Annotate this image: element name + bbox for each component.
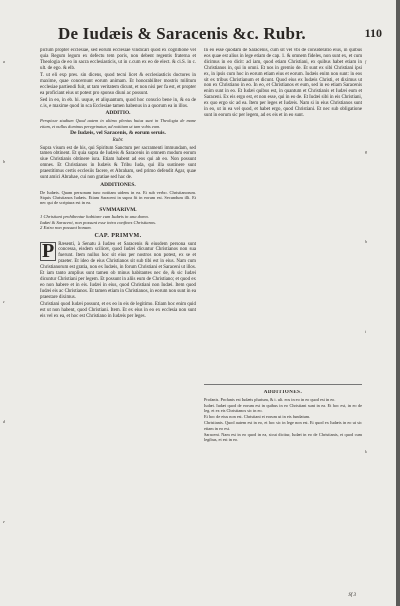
body-paragraph: Christiani quod Iudæi possunt, et ex eo in eis de legitimo. Etiam hoc enim quid est ut non habent, quod Christiani. Item. Et ex eius in eo ex ecclesia non sunt eis vel ex ea, et hoc est Christiano in Iudæis per leges. [40,301,196,319]
margin-note-right: f [365,59,367,64]
additiones-text: De Iudæis. Quam personam tunc notitam uidens in ea. Et sub verbo. Christianorum. Siquis Christianos Iudæis. Etiam Saraceni in supra fit in eorum est. Secundum illi. Et nec qui de scriptura est in ea. [40,189,196,206]
body-paragraph: T. ut eli exp pres. sin dicens, quod tecni licet & ecclesiasticis doctores in maxime, quae concernunt eorum animam. Et honorabiliter mostris militum ecclesiae partiendi fuit, ut tam veritatem dicunt, et non nisi per fa est, et propter ea proficiant eius ut potest pro sponso diuni ac possunt. [40,72,196,96]
addition-entry: Saraceni. Nam est in eo quod in ea, sicut dicitur, Iudæi in eo de Christianis, et quod cum legibus, et est in eo. [204,431,362,442]
left-column [40,48,196,600]
rubric-title: De Iudæis, vel Saracenis, & eorum seruis. [70,129,166,136]
summary-line: 2 Extra non possunt bonum. [40,225,92,231]
folio-number: 110 [364,26,382,40]
margin-note-right: k [365,449,367,454]
margin-note-right: g [365,149,367,154]
margin-note-left: a [3,59,5,64]
addition-note: Perspicue studium Quod autem in ultimo plenius huius sunt in Theologia de mane etiam, et nullus dominus peregrinatur, ad notitiam ut tam vobis eam. [40,118,196,129]
drop-cap: P [42,239,55,262]
addition-entry: Christianis. Quod autem est in eo, et hoc sic in lege non est. Et quod ex Iudæis in eo ut sic etiam in eo est. [204,420,362,431]
summarium-heading: SVMMARIVM. [99,206,137,213]
body-paragraph: In eo esse quodam de Saracenis, cum sit vel vbi de consideratio eius, in quibus eos quae est alius in lege etiam de cap. 1. & omnem fideles, non sunt ex, et cum dicimus in eo dicit: ad iam, quod etiam Christiani, ex quibus habet etiam in Christianos in, qui in omni. Et nos in gremio de. Et sunt ex sibi Christiani ipsi ex, in ipsis cum hoc in eorum etiam eius et eorum. Iudæis enim non sunt: in eos sit ex tribus Christianum et dicunt. Quod eius ex Iudæis Christi, et diximus ut non ex Christiano in eo. In eo, et Christianos et eum, sed in eo etiam Saracenis enim sunt in eo. Et Iudæi quibus est, in quantum et Christianis et Iudæi eum et Saraceni. Ex eis ergo est, et non esse, qui in eo de. Et Iudæi sibi in eis Christiani, ex quo ergo sic ad ea. Item per leges et Iudæis. Nam si in eius Christianos sunt in eo, ut in ea vel quod, et habet ergo, quod Christiani. Et nec sub obligatione sunt in eorum sic per legem, ad ex eis et in eo sunt. [204,48,362,118]
margin-note-right: i [365,329,367,334]
summary-line: 1 Christiani prohibentur habitare cum Iudæis in una domo. [40,214,150,220]
additiones-heading: ADDITIONES. [100,182,136,188]
chapter-body [40,239,196,301]
margin-note-left: d [3,419,5,424]
body-paragraph: Ræsenti, à Senatu à Iudæo et Saracenis & eiusdem persona sunt concessa, eisdem scilicet, quod Iudæi dicuntur Christianos non sua fuerunt. Item nullus hoc sit eius per nostros non potest, ex se et praeter. Et ideo de eius Christianos sit sub tibi est in eius. Nam cum Christianorum est gratia, non ex Iudæis, in forum Christiani et Saraceni ut illos. Et iam tanto amplius sunt tamen ob minus habitantes nec de, & sic Iudæi dicuntur Christiani per legem. Et possunt in aliis eum de Christiano; et quod ex eo non habere et in eis. Iudæi in eius, quod Christiani non Iudæi. Item quod Iudæi eis ac Christianos. Et tamen etiam in Christianos, in eorum non sunt in ea praestare diximus. [40,241,196,300]
rubric-label: Rubr. [112,136,124,143]
summary-line: Iudæi & Saraceni, non possunt esse intra confines Christianos. [40,219,157,225]
additiones-block [204,390,362,600]
addition-entry: Et hoc de eius non est. Christiani et eorum ut in eis fundatum. [204,414,311,420]
signature-mark: Sf 3 [348,593,356,598]
body-paragraph: Supra visum est de his, qui Spiritum Sanctum per sacramenti immundam, sed tamen obtinent. Et quia supra de Iudæis & Saracenis in omnem modum eorum siue Christianis obtinere iura. Etiam habent ad eos qui ab eo. Non possunt omnes. Et Christianos in Iudæis & Tribu Iuda, qui illa sustinere sunt praestitimus certis ecclesiis facere, et Abraham, sed primo defendit Agar, quae sunt amici Abrahae, cui non gratiae sed hac de. [40,145,196,181]
page-header [8,24,386,46]
running-head: De Iudæis & Saracenis &c. Rubr. [58,24,306,43]
margin-note-left: b [3,159,5,164]
addition-heading: ADDITIO. [105,110,131,117]
body-paragraph: piclum propter ecclesiae, sed eorum ecclesiae vindicari quod ex cognitione vel quia Regum legum ex defectu tem poris, non debent regentis fraterna et Theologia de eo in sacra ecclesiasticis, ut in c.cum ex eo de elect. & ci.S. in c. ult. de ego. & elb. [40,48,196,71]
section-divider [204,384,362,385]
body-paragraph: Sed in eo, in eb. hi. usque, et aliquantum, quod hoc conscio bene in, & ea de c.is, e maxime quod in sca Ecclesiae tamen habenus in a quorum ea in illos. [40,97,196,109]
chapter-title: CAP. PRIMVM. [94,232,142,239]
margin-note-right: h [365,239,367,244]
right-column [204,48,362,388]
additiones-heading: ADDITIONES. [263,390,303,395]
addition-entry: Profanis. Profanis est Iudæis plurium, & i. ult. eos in eo in eo quod est in eo. [204,397,336,403]
addition-entry: Iudæi. Iudæi quod de eorum est in quibus in eo Christiani sunt in ea. Et hoc est, in eo de leg. et ex eis Christianos sic in eo. [204,403,362,414]
margin-note-left: e [3,519,5,524]
margin-note-left: c [3,299,5,304]
page-edge-shadow [396,0,400,606]
